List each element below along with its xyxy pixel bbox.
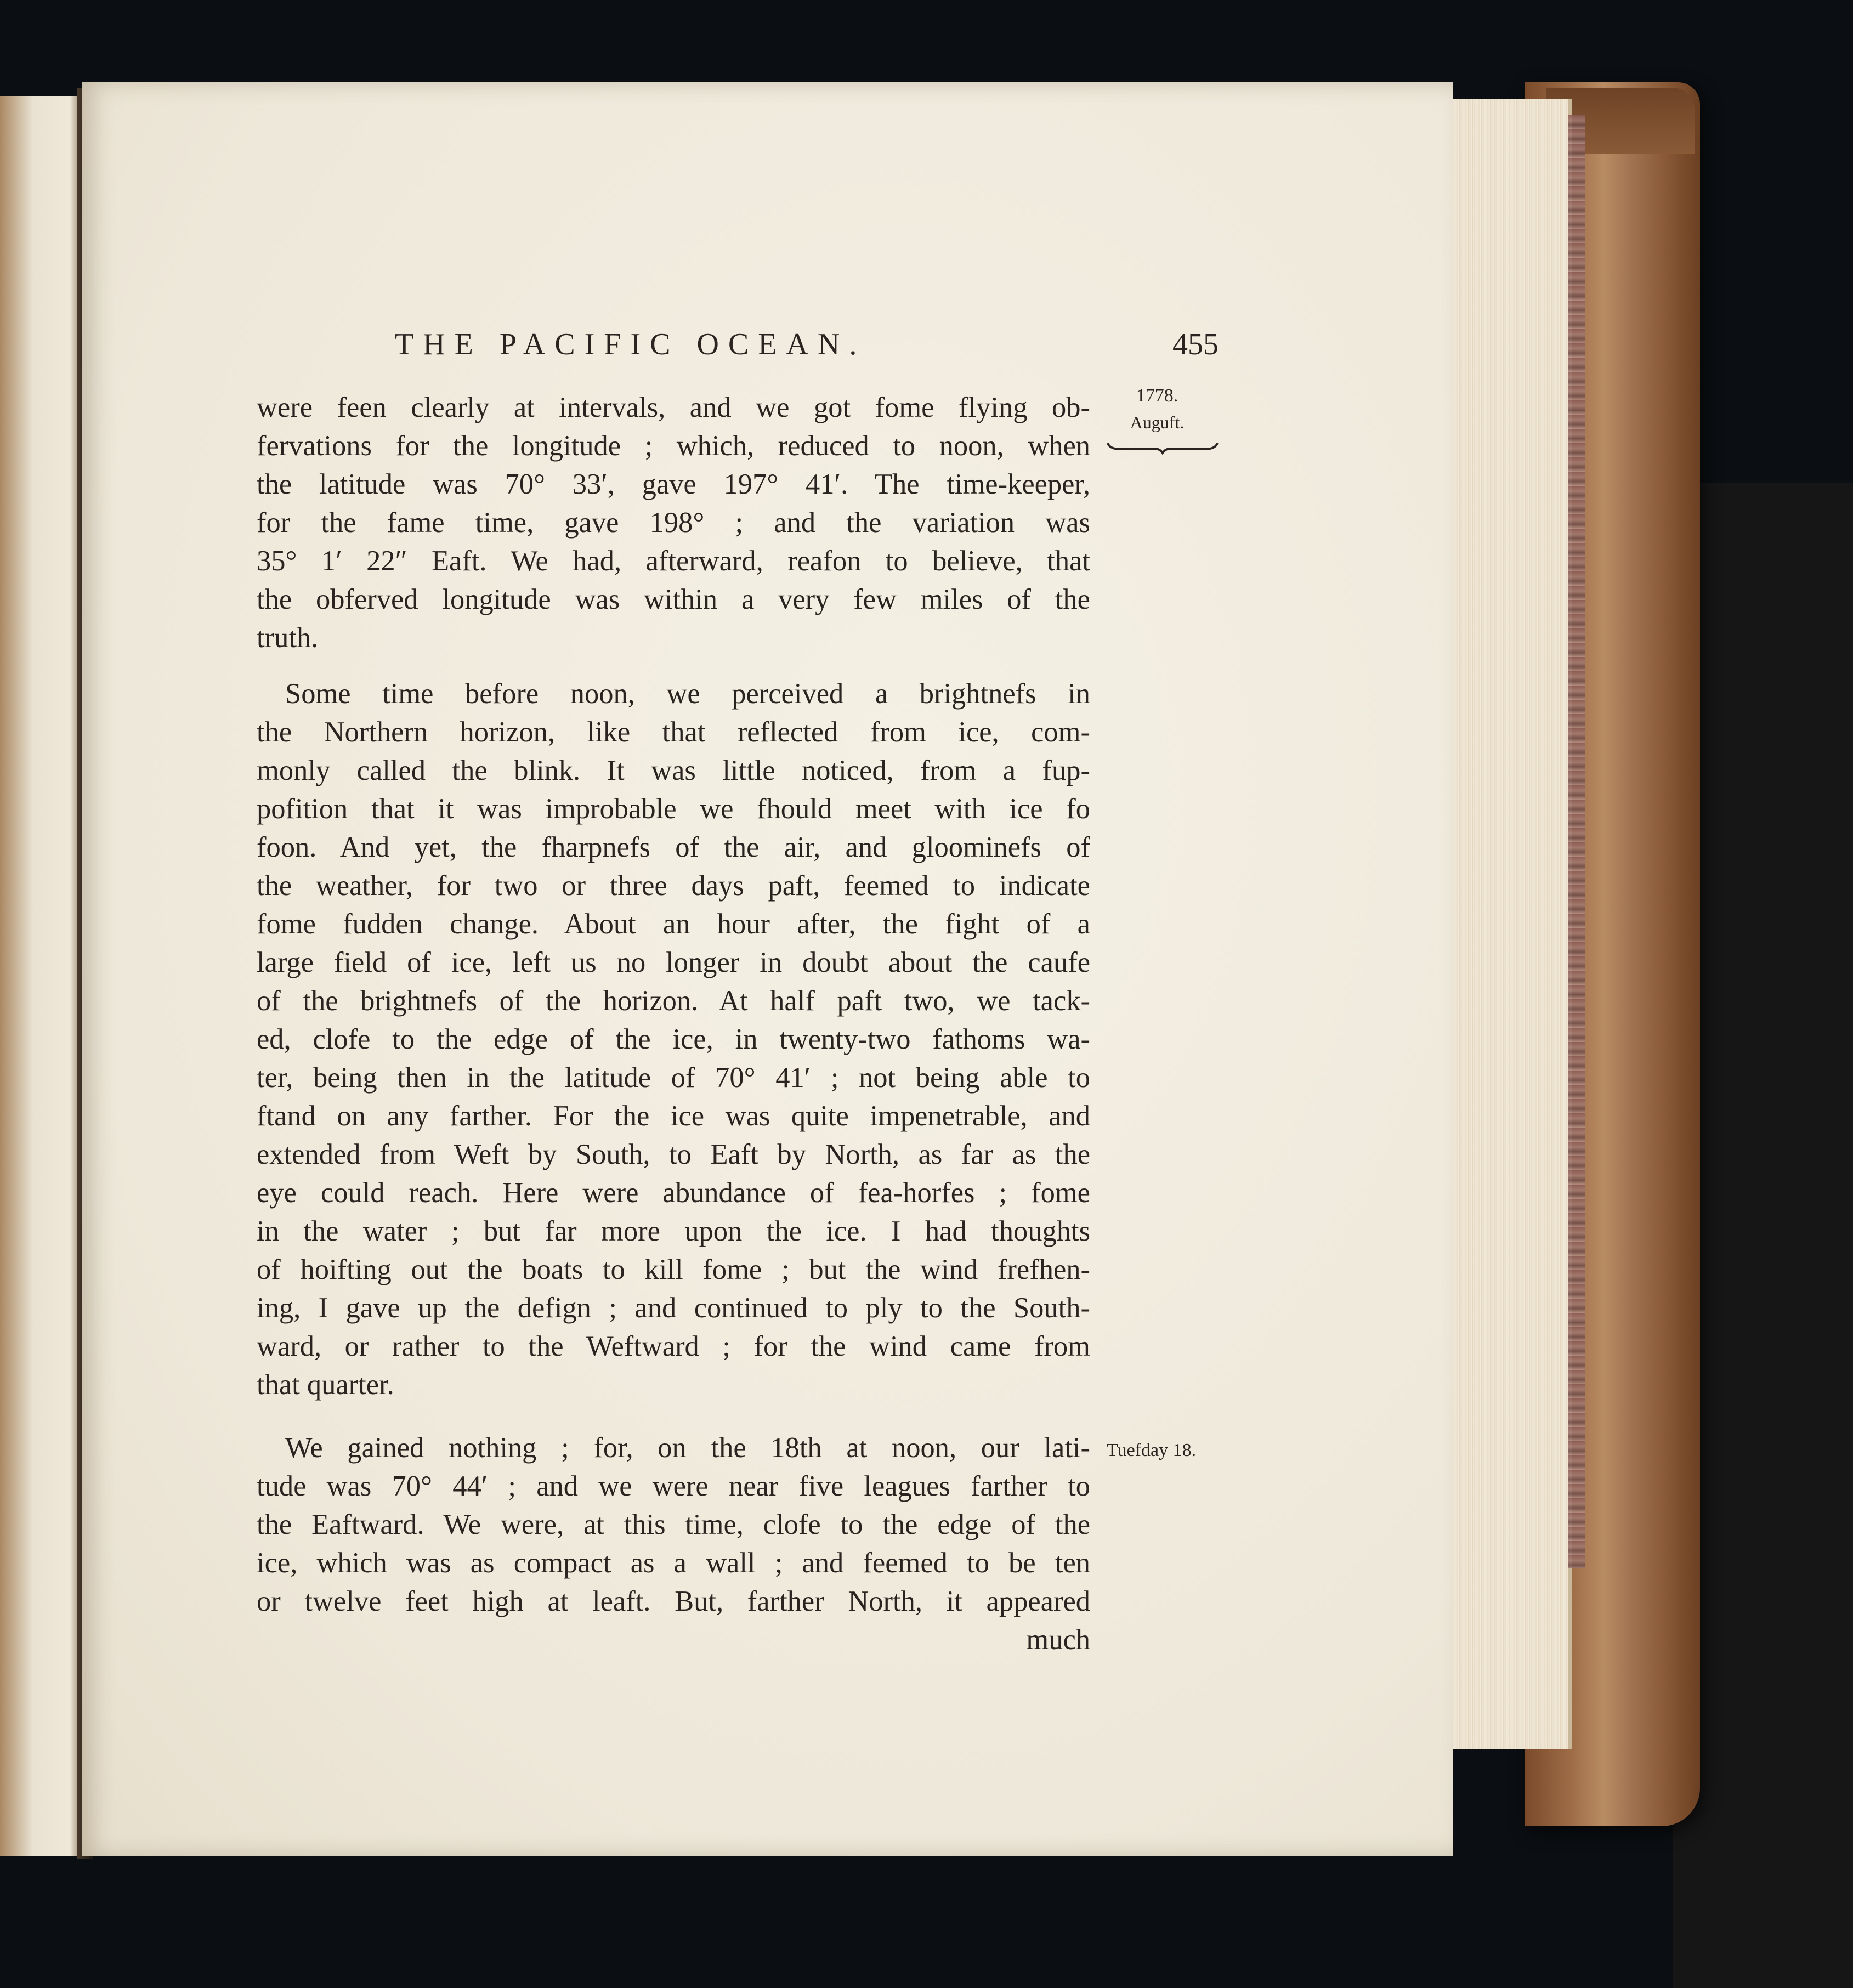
margin-brace (1105, 439, 1220, 455)
paragraph-1 (257, 388, 1090, 657)
facing-page-edge (0, 96, 82, 1856)
text-line: ftand on any farther. For the ice was quite impenetrable, and (257, 1100, 1090, 1132)
text-line: fome fudden change. About an hour after, the fight of a (257, 908, 1090, 940)
page-fore-edge (1442, 99, 1572, 1749)
text-line: of hoifting out the boats to kill fome ; but the wind frefhen- (257, 1254, 1090, 1285)
running-title: THE PACIFIC OCEAN. (395, 327, 866, 361)
text-line: fervations for the longitude ; which, reduced to noon, when (257, 430, 1090, 462)
text-line: ice, which was as compact as a wall ; and feemed to be ten (257, 1547, 1090, 1579)
text-line: pofition that it was improbable we fhould meet with ice fo (257, 793, 1090, 825)
marbled-endpaper (1568, 115, 1585, 1568)
text-line: ter, being then in the latitude of 70° 41′ ; not being able to (257, 1062, 1090, 1094)
text-line: were feen clearly at intervals, and we got fome flying ob- (257, 392, 1090, 423)
text-line: 35° 1′ 22″ Eaft. We had, afterward, reafon to believe, that (257, 545, 1090, 577)
catchword: much (1026, 1624, 1090, 1656)
text-line: Some time before noon, we perceived a brightnefs in (285, 678, 1090, 710)
margin-date: Tuefday 18. (1107, 1440, 1197, 1460)
text-line: monly called the blink. It was little noticed, from a fup- (257, 755, 1090, 786)
text-line: the Northern horizon, like that reflected from ice, com- (257, 716, 1090, 748)
text-line: We gained nothing ; for, on the 18th at noon, our lati- (285, 1432, 1090, 1464)
text-line: that quarter. (257, 1369, 394, 1401)
text-line: the Eaftward. We were, at this time, clofe to the edge of the (257, 1509, 1090, 1540)
margin-month: Auguft. (1130, 412, 1185, 432)
text-line: truth. (257, 622, 319, 654)
catchword-block (257, 1621, 1090, 1659)
paragraph-2 (257, 675, 1090, 1404)
text-line: ward, or rather to the Weftward ; for the wind came from (257, 1330, 1090, 1362)
text-line: tude was 70° 44′ ; and we were near five leagues farther to (257, 1470, 1090, 1502)
text-line: extended from Weft by South, to Eaft by North, as far as the (257, 1139, 1090, 1170)
text-line: for the fame time, gave 198° ; and the variation was (257, 507, 1090, 539)
page-number: 455 (1172, 327, 1219, 361)
text-line: foon. And yet, the fharpnefs of the air, and gloominefs of (257, 831, 1090, 863)
text-line: large field of ice, left us no longer in doubt about the caufe (257, 947, 1090, 978)
text-line: the obferved longitude was within a very few miles of the (257, 584, 1090, 615)
text-line: or twelve feet high at leaft. But, farther North, it appeared (257, 1585, 1090, 1617)
text-line: ing, I gave up the defign ; and continued to ply to the South- (257, 1292, 1090, 1324)
margin-year: 1778. (1136, 386, 1178, 406)
text-line: ed, clofe to the edge of the ice, in twenty-two fathoms wa- (257, 1023, 1090, 1055)
text-line: of the brightnefs of the horizon. At half paft two, we tack- (257, 985, 1090, 1017)
text-line: the weather, for two or three days paft, feemed to indicate (257, 870, 1090, 902)
paragraph-3 (257, 1429, 1090, 1621)
text-line: in the water ; but far more upon the ice. I had thoughts (257, 1215, 1090, 1247)
text-line: eye could reach. Here were abundance of fea-horfes ; fome (257, 1177, 1090, 1209)
text-line: the latitude was 70° 33′, gave 197° 41′. The time-keeper, (257, 468, 1090, 500)
